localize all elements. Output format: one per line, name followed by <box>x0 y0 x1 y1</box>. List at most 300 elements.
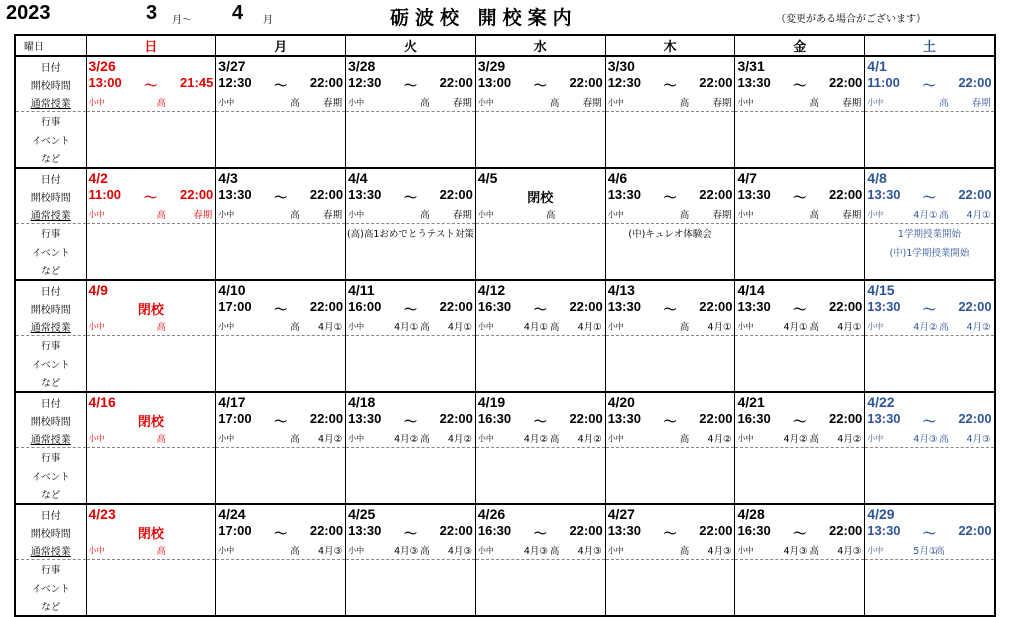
high-label: 高 <box>679 98 690 110</box>
open-end: 22:00 <box>439 75 473 90</box>
day-classes <box>605 318 735 335</box>
time-range <box>606 299 735 318</box>
day-open-time <box>865 75 995 94</box>
day-classes <box>216 206 346 223</box>
regular-class-row <box>15 318 995 335</box>
day-date: 3/31 <box>735 56 865 75</box>
time-tilde: ～ <box>663 78 677 93</box>
day-event <box>346 130 476 149</box>
elem-mid-label: 小中 <box>88 322 105 332</box>
event-label: 行事 <box>15 223 86 242</box>
time-range <box>476 75 605 94</box>
day-open-time <box>865 299 995 318</box>
elem-mid-label: 小中 <box>88 98 105 108</box>
elem-mid-label: 小中 <box>737 210 754 220</box>
open-start: 13:30 <box>867 523 901 538</box>
open-end: 22:00 <box>309 299 344 314</box>
day-classes <box>86 318 216 335</box>
high-label: 高 <box>420 98 430 110</box>
open-end: 22:00 <box>569 411 603 426</box>
day-date: 4/7 <box>735 168 865 187</box>
day-event <box>865 578 995 597</box>
day-event <box>475 373 605 392</box>
class-cell <box>476 318 605 334</box>
elem-mid-term: 4月① <box>394 322 419 334</box>
high-label: 高 <box>290 210 300 222</box>
day-event <box>735 354 865 373</box>
day-event <box>475 149 605 168</box>
open-start: 11:00 <box>867 75 900 90</box>
elem-mid-label: 小中 <box>607 434 624 444</box>
day-event <box>605 559 735 578</box>
day-event <box>86 578 216 597</box>
class-cell <box>606 430 735 446</box>
day-event <box>605 597 735 616</box>
day-date: 4/29 <box>865 504 995 523</box>
class-cell <box>87 318 216 334</box>
time-range <box>216 411 345 430</box>
high-label: 高 <box>290 98 300 110</box>
high-label: 高 <box>156 210 167 222</box>
elem-mid-term: 4月① <box>783 322 808 334</box>
time-tilde: ～ <box>663 302 677 317</box>
day-open-time <box>216 411 346 430</box>
day-event <box>475 466 605 485</box>
elem-mid-label: 小中 <box>607 210 624 220</box>
date-label: 日付 <box>15 280 86 299</box>
day-classes <box>735 542 865 559</box>
class-cell <box>87 94 216 110</box>
day-open-time <box>475 299 605 318</box>
day-event <box>735 485 865 504</box>
month-from: 3 <box>146 2 158 24</box>
day-event <box>216 485 346 504</box>
time-range <box>346 411 475 430</box>
day-open-time <box>475 523 605 542</box>
time-tilde: ～ <box>274 302 288 317</box>
event-label: など <box>15 149 86 168</box>
elem-mid-label: 小中 <box>348 322 365 332</box>
event-row <box>15 130 995 149</box>
time-range <box>865 411 993 430</box>
elem-mid-label: 小中 <box>218 98 235 108</box>
class-cell <box>735 206 864 222</box>
event-label: イベント <box>15 466 86 485</box>
day-classes <box>605 430 735 447</box>
date-label: 日付 <box>15 56 86 75</box>
class-cell <box>735 542 864 558</box>
day-event <box>475 261 605 280</box>
time-tilde: ～ <box>274 190 288 205</box>
open-start: 13:00 <box>477 75 512 90</box>
day-classes <box>475 430 605 447</box>
day-date: 4/8 <box>865 168 995 187</box>
day-event <box>86 597 216 616</box>
elem-mid-label: 小中 <box>607 322 624 332</box>
high-term: 春期 <box>452 98 472 110</box>
open-start: 16:00 <box>348 299 382 314</box>
day-event <box>216 242 346 261</box>
day-event <box>216 130 346 149</box>
open-start: 13:30 <box>348 523 382 538</box>
open-end: 22:00 <box>699 299 733 314</box>
high-term: 4月② <box>447 434 472 446</box>
date-label: 日付 <box>15 392 86 411</box>
open-start: 12:30 <box>348 75 382 90</box>
open-end: 22:00 <box>309 411 344 426</box>
day-event <box>605 335 735 354</box>
day-open-time <box>865 411 995 430</box>
day-classes <box>86 542 216 559</box>
page-title: 砺波校 開校案内 <box>390 7 578 29</box>
weekday-label: 曜日 <box>15 35 86 56</box>
class-cell <box>735 318 864 334</box>
day-event <box>735 223 865 242</box>
open-start: 13:30 <box>607 187 641 202</box>
elem-mid-label: 小中 <box>737 322 754 332</box>
open-start: 16:30 <box>477 411 512 426</box>
month-from-unit: 月～ <box>172 15 192 26</box>
open-start: 16:30 <box>737 523 771 538</box>
class-cell <box>476 542 605 558</box>
open-time-row <box>15 299 995 318</box>
day-classes <box>346 430 476 447</box>
open-start: 17:00 <box>218 523 252 538</box>
time-range <box>87 187 216 206</box>
open-start: 17:00 <box>218 411 252 426</box>
class-cell <box>865 206 993 222</box>
day-date: 4/3 <box>216 168 346 187</box>
time-tilde: ～ <box>663 190 677 205</box>
time-range <box>346 299 475 318</box>
time-range <box>216 187 345 206</box>
time-range <box>735 75 864 94</box>
day-event <box>605 485 735 504</box>
day-event <box>865 335 995 354</box>
elem-mid-label: 小中 <box>218 434 235 444</box>
event-row <box>15 242 995 261</box>
time-range <box>865 75 993 94</box>
class-cell <box>346 542 475 558</box>
day-event <box>86 111 216 130</box>
time-tilde: ～ <box>403 302 417 317</box>
open-start: 13:30 <box>607 411 641 426</box>
class-cell <box>87 206 216 222</box>
time-range <box>735 411 864 430</box>
day-open-time <box>735 523 865 542</box>
time-tilde: ～ <box>274 526 288 541</box>
high-label: 高 <box>939 434 949 446</box>
day-event <box>865 354 995 373</box>
time-range <box>865 299 993 318</box>
high-label: 高 <box>545 210 556 222</box>
day-event <box>86 242 216 261</box>
open-end: 22:00 <box>439 187 473 202</box>
day-classes <box>475 318 605 335</box>
day-classes <box>86 206 216 223</box>
time-tilde: ～ <box>922 526 936 541</box>
day-event <box>86 261 216 280</box>
high-term: 4月① <box>707 322 732 334</box>
day-date: 4/12 <box>475 280 605 299</box>
change-note: （変更がある場合がございます） <box>776 14 926 25</box>
time-range <box>346 75 475 94</box>
open-end: 22:00 <box>309 187 344 202</box>
time-range <box>476 523 605 542</box>
day-date: 3/26 <box>86 56 216 75</box>
regular-class-row <box>15 542 995 559</box>
time-tilde: ～ <box>274 414 288 429</box>
day-open-time <box>865 523 995 542</box>
day-event <box>346 354 476 373</box>
elem-mid-label: 小中 <box>477 98 494 108</box>
elem-mid-term: 4月② <box>913 322 938 334</box>
day-open-time <box>86 411 216 430</box>
time-range <box>606 187 735 206</box>
day-date: 3/27 <box>216 56 346 75</box>
day-classes <box>346 542 476 559</box>
day-date: 4/25 <box>346 504 476 523</box>
day-event <box>605 149 735 168</box>
day-date: 4/26 <box>475 504 605 523</box>
elem-mid-label: 小中 <box>867 546 884 556</box>
time-tilde: ～ <box>793 414 807 429</box>
day-event <box>605 447 735 466</box>
high-term: 春期 <box>971 98 991 110</box>
time-tilde: ～ <box>922 302 936 317</box>
high-term: 4月② <box>707 434 732 446</box>
day-open-time <box>865 187 995 206</box>
day-event <box>865 485 995 504</box>
open-start: 13:30 <box>867 299 901 314</box>
day-date: 4/27 <box>605 504 735 523</box>
day-date: 4/1 <box>865 56 995 75</box>
day-open-time <box>216 299 346 318</box>
day-event <box>605 354 735 373</box>
high-label: 高 <box>679 434 690 446</box>
day-date: 4/17 <box>216 392 346 411</box>
open-time-label: 開校時間 <box>15 523 86 542</box>
elem-mid-label: 小中 <box>867 434 884 444</box>
event-row <box>15 111 995 130</box>
day-date: 3/30 <box>605 56 735 75</box>
day-event <box>475 223 605 242</box>
day-event <box>346 335 476 354</box>
high-label: 高 <box>420 322 430 334</box>
time-tilde: ～ <box>533 526 547 541</box>
class-cell <box>216 206 345 222</box>
high-label: 高 <box>290 322 300 334</box>
year: 2023 <box>6 2 51 24</box>
open-start: 16:30 <box>477 299 512 314</box>
time-tilde: ～ <box>922 78 936 93</box>
high-term: 春期 <box>712 98 732 110</box>
day-classes <box>346 318 476 335</box>
open-start: 11:00 <box>88 187 122 202</box>
high-label: 高 <box>549 546 560 558</box>
elem-mid-term: 4月② <box>523 434 548 446</box>
open-end: 22:00 <box>439 523 473 538</box>
high-label: 高 <box>549 434 560 446</box>
day-open-time <box>475 75 605 94</box>
elem-mid-term: 4月③ <box>913 434 938 446</box>
weekday-wed: 水 <box>475 35 605 56</box>
day-event: (高)高1おめでとうテスト対策 <box>346 223 476 242</box>
class-cell <box>606 542 735 558</box>
event-label: イベント <box>15 130 86 149</box>
day-classes <box>475 206 605 223</box>
high-label: 高 <box>156 322 167 334</box>
day-date: 4/10 <box>216 280 346 299</box>
date-label: 日付 <box>15 504 86 523</box>
regular-class-label: 通常授業 <box>15 206 86 223</box>
closed-text: 閉校 <box>137 302 164 317</box>
day-classes <box>865 318 995 335</box>
high-label: 高 <box>809 546 819 558</box>
elem-mid-term: 4月③ <box>394 546 419 558</box>
day-date: 4/24 <box>216 504 346 523</box>
class-cell <box>606 94 735 110</box>
high-label: 高 <box>549 98 560 110</box>
time-range <box>216 75 345 94</box>
day-event <box>216 373 346 392</box>
day-open-time <box>605 187 735 206</box>
regular-class-label: 通常授業 <box>15 430 86 447</box>
elem-mid-term: 4月① <box>523 322 548 334</box>
time-tilde: ～ <box>793 526 807 541</box>
elem-mid-label: 小中 <box>867 322 884 332</box>
event-label: イベント <box>15 578 86 597</box>
elem-mid-label: 小中 <box>218 322 235 332</box>
elem-mid-label: 小中 <box>348 546 365 556</box>
open-end: 22:00 <box>958 523 992 538</box>
day-date: 4/22 <box>865 392 995 411</box>
elem-mid-term: 4月③ <box>783 546 808 558</box>
day-open-time <box>346 523 476 542</box>
day-event <box>86 130 216 149</box>
day-event <box>86 373 216 392</box>
open-end: 22:00 <box>829 187 863 202</box>
date-row <box>15 392 995 411</box>
day-open-time <box>86 75 216 94</box>
open-time-label: 開校時間 <box>15 299 86 318</box>
time-tilde: ～ <box>533 78 547 93</box>
class-cell <box>865 542 993 558</box>
open-end: 22:00 <box>699 187 733 202</box>
day-event <box>605 242 735 261</box>
day-event: (中)キュレオ体験会 <box>605 223 735 242</box>
high-term: 春期 <box>323 98 343 110</box>
day-open-time <box>346 187 476 206</box>
regular-class-label: 通常授業 <box>15 94 86 111</box>
day-event <box>475 597 605 616</box>
day-event <box>605 261 735 280</box>
high-label: 高 <box>679 546 690 558</box>
day-open-time <box>475 187 605 206</box>
time-range <box>865 523 993 542</box>
day-date: 4/14 <box>735 280 865 299</box>
date-row <box>15 504 995 523</box>
high-label: 高 <box>935 546 945 558</box>
day-event <box>735 261 865 280</box>
high-label: 高 <box>290 546 300 558</box>
day-classes <box>735 206 865 223</box>
open-end: 22:00 <box>829 299 863 314</box>
open-end: 22:00 <box>439 411 473 426</box>
day-event: 1学期授業開始 <box>865 223 995 242</box>
day-date: 4/11 <box>346 280 476 299</box>
day-event <box>475 242 605 261</box>
event-row <box>15 597 995 616</box>
high-label: 高 <box>809 434 819 446</box>
closed-text: 閉校 <box>527 190 554 205</box>
day-event <box>475 578 605 597</box>
class-cell <box>216 542 345 558</box>
day-event <box>735 597 865 616</box>
open-start: 13:30 <box>218 187 252 202</box>
open-end: 22:00 <box>309 523 344 538</box>
day-event <box>216 466 346 485</box>
open-time-row <box>15 411 995 430</box>
open-end: 22:00 <box>829 411 863 426</box>
elem-mid-label: 小中 <box>477 210 494 220</box>
day-event <box>216 223 346 242</box>
day-event <box>216 578 346 597</box>
elem-mid-label: 小中 <box>88 546 105 556</box>
class-cell <box>735 94 864 110</box>
open-end: 22:00 <box>699 75 733 90</box>
day-classes <box>86 430 216 447</box>
day-open-time <box>605 299 735 318</box>
day-event <box>605 130 735 149</box>
high-label: 高 <box>939 322 949 334</box>
time-tilde: ～ <box>793 190 807 205</box>
day-classes <box>475 542 605 559</box>
day-event <box>735 242 865 261</box>
page-header <box>0 0 1024 34</box>
high-label: 高 <box>939 98 949 110</box>
elem-mid-label: 小中 <box>737 98 754 108</box>
time-tilde: ～ <box>663 526 677 541</box>
high-term: 春期 <box>452 210 472 222</box>
day-date: 3/29 <box>475 56 605 75</box>
day-event <box>865 111 995 130</box>
day-event <box>605 466 735 485</box>
day-event <box>216 261 346 280</box>
day-event <box>735 447 865 466</box>
day-event <box>865 130 995 149</box>
event-label: など <box>15 261 86 280</box>
high-label: 高 <box>679 210 690 222</box>
event-row <box>15 559 995 578</box>
open-start: 13:30 <box>737 75 771 90</box>
time-tilde: ～ <box>922 414 936 429</box>
time-tilde: ～ <box>793 302 807 317</box>
open-end: 22:00 <box>180 187 214 202</box>
high-label: 高 <box>809 98 819 110</box>
day-event <box>346 597 476 616</box>
high-label: 高 <box>290 434 300 446</box>
event-row <box>15 447 995 466</box>
day-event <box>86 354 216 373</box>
day-event <box>475 335 605 354</box>
date-row <box>15 56 995 75</box>
event-row <box>15 223 995 242</box>
open-start: 16:30 <box>477 523 512 538</box>
day-classes <box>605 94 735 111</box>
day-open-time <box>346 299 476 318</box>
high-term: 4月① <box>577 322 602 334</box>
